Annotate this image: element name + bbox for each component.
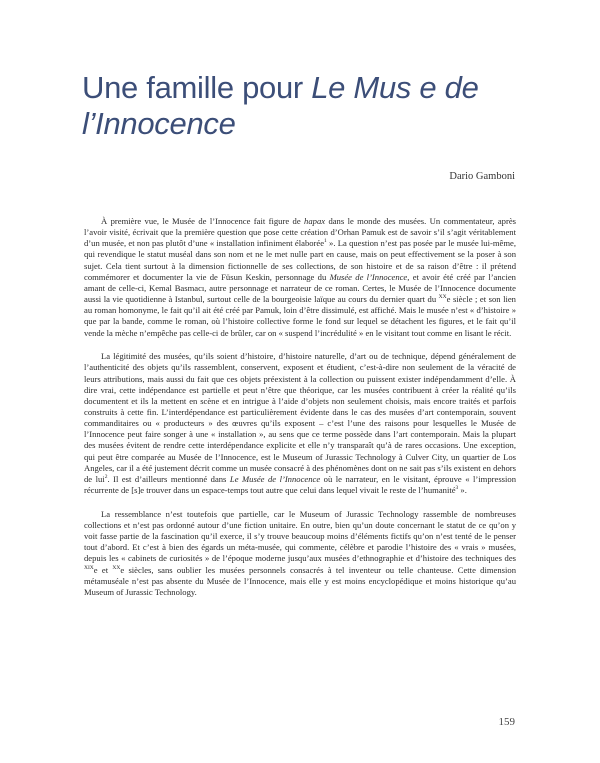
p3-text-b: e et — [93, 564, 113, 575]
footnote-ref-1: 1 — [324, 238, 327, 245]
p2-italic-a: Le Musée de l’Innocence — [229, 473, 321, 484]
author-name: Dario Gamboni — [449, 171, 515, 182]
p1-italic-b: Musée de l’Innocence — [329, 271, 408, 282]
chapter-title — [82, 70, 522, 142]
p1-italic-a: hapax — [304, 216, 326, 226]
paragraph-2 — [84, 351, 516, 496]
title-line1-italic: Le Mus e de — [311, 70, 479, 105]
p3-text-a: La ressemblance n’est toutefois que partielle, car le Museum of Jurassic Technology rassemble de nombreuses collections et n’est pas ordonné autour d’une fiction unitaire. En outre, bien qu’un doute concernant le statut de ce qu’on y voit fasse partie de la fascination qu’il exerce, il s’y trouve beaucoup moins d’éléments fictifs qu’on n’est tenté de le penser tout d’abord. Et c’est à bien des égards un méta-musée, qui commente, célèbre et parodie l’histoire des « vrais » musées, depuis les « cabinets de curiosités » de l’époque moderne jusqu’aux musées d’ethnographie et d’histoire des techniques des — [84, 508, 516, 564]
p2-text-c: où le narrateur, en le visitant, éprouve « l’impression récurrente de [s]e trouver dans un espace-temps tout autre que celui dans lequel vivait le reste de l’humanité — [84, 473, 517, 496]
title-line1-roman: Une famille pour — [82, 70, 312, 105]
p1-text-c: ». La question n’est pas posée par le musée lui-même, qui revendique le statut muséal dans son nom et ne le met nulle part en cause, mais on peut effectivement se la poser à son sujet. Cela tient surtout à la dimension fictionnelle de ses collections, de son histoire et de sa raison d’être : il prétend commémorer et documenter la vie de Füsun Keskin, personnage du — [84, 238, 516, 282]
p2-text-a: La légitimité des musées, qu’ils soient d’histoire, d’histoire naturelle, d’art ou de technique, dépend généralement de l’authenticité des objets qu’ils rassemblent, conservent, exposent et étudient, c’est-à-dire non seulement de la véracité de leurs attributions, mais aussi du fait que ces objets préexistent à la collection ou puissent exister indépendamment d’elle. À dire vrai, cette indépendance est partielle et peut n’être que théorique, car les musées contribuent à créer la réalité qu’ils documentent et ils la mettent en scène et en intrigue à l’aide d’objets non seulement choisis, mais encore traités et parfois construits à cette fin. L’interdépendance est particulièrement évidente dans le cas des musées d’art contemporain, souvent commanditaires ou « producteurs » des œuvres qu’ils exposent – c’est l’une des raisons pour lesquelles le Musée de l’Innocence peut faire songer à une « installation », au sens que ce terme possède dans l’art contemporain. Mais la plupart des musées évitent de rendre cette interdépendance explicite et elle n’y transparaît qu’à de rares occasions. Une exception, qui peut être comparée au Musée de l’Innocence, est le Museum of Jurassic Technology à Culver City, un quartier de Los Angeles, car il a été justement décrit comme un musée consacré à des phénomènes dont on ne sait pas s’ils existent en dehors de lui — [84, 351, 516, 484]
century-numeral-1: XX — [438, 294, 447, 301]
footnote-ref-2: 2 — [104, 474, 108, 481]
p1-text-e: e siècle ; et son lien au roman homonyme, le fait qu’il ait été créé par Pamuk, loin d’être dissimulé, est affiché. Mais le musée n’est « d’histoire » que par la bande, comme le roman, où l’histoire collective forme le fond sur lequel se détachent les figures, et le fait qu’il vende la mèche n’empêche pas celle-ci de brûler, car on « suspend l’incrédulité » en le visitant tout comme en lisant le récit. — [84, 294, 516, 338]
p1-text-b: dans le monde des musées. Un commentateur, après l’avoir visité, écrivait que la première question que pose cette création d’Orhan Pamuk est de savoir s’il s’agit véritablement d’un musée, et non pas plutôt d’une « installation infiniment élaborée — [84, 216, 516, 249]
p1-text-d: , et avoir été créé par l’ancien amant de celle-ci, Kemal Basmacı, autre personnage et narrateur de ce roman. Certes, le Musée de l’Innocence documente aussi la vie quotidienne à Istanbul, surtout celle de la bourgeoisie laïque au cours du dernier quart du — [84, 271, 516, 305]
paragraph-1 — [84, 216, 516, 339]
p2-text-b: . Il est d’ailleurs mentionné dans — [107, 473, 230, 484]
footnote-ref-3: 3 — [455, 485, 459, 492]
century-numeral-2: XIX — [84, 564, 94, 571]
page-number: 159 — [498, 716, 515, 728]
title-line2-italic: l’Innocence — [82, 106, 236, 141]
century-numeral-3: XX — [112, 564, 121, 571]
body-text — [84, 216, 516, 611]
paragraph-3 — [84, 509, 516, 598]
p2-text-d: ». — [458, 485, 467, 496]
p1-text-a: À première vue, le Musée de l’Innocence fait figure de — [101, 216, 305, 226]
p3-text-c: e siècles, sans oublier les musées personnels consacrés à tel inventeur ou telle chanteuse. Cette dimension métamuséale n’est pas absente du Musée de l’Innocence, mais elle y est moins encyclopédique et moins historique qu’au Museum of Jurassic Technology. — [84, 564, 516, 597]
